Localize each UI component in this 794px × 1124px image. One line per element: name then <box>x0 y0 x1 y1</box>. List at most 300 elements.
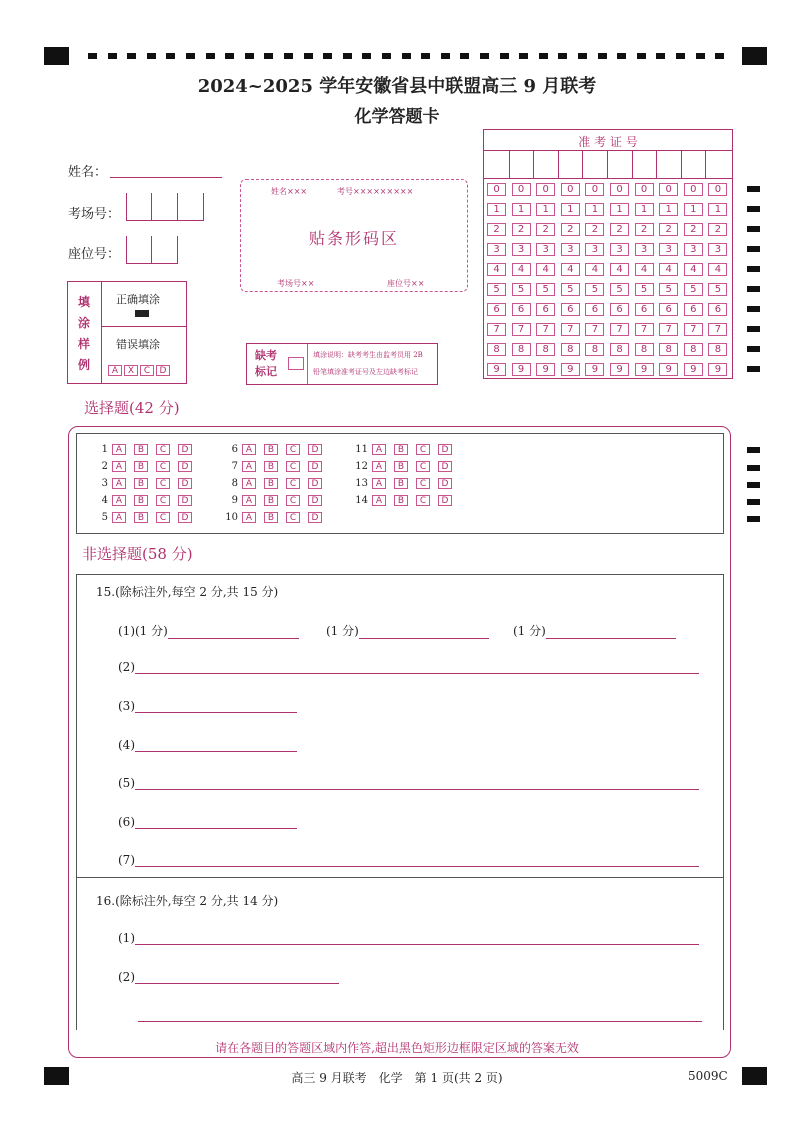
admission-digit-bubble[interactable]: 2 <box>635 223 654 236</box>
option-bubble-a[interactable]: A <box>372 461 386 472</box>
option-bubble-c[interactable]: C <box>286 461 300 472</box>
admission-digit-bubble[interactable]: 4 <box>659 263 678 276</box>
q16-extra-line[interactable] <box>138 1021 702 1022</box>
option-bubble-b[interactable]: B <box>134 495 148 506</box>
admission-digit-bubble[interactable]: 3 <box>708 243 727 256</box>
admission-digit-bubble[interactable]: 5 <box>536 283 555 296</box>
option-bubble-a[interactable]: A <box>242 495 256 506</box>
q16-header: 16.(除标注外,每空 2 分,共 14 分) <box>96 894 279 908</box>
admission-digit-bubble[interactable]: 7 <box>659 323 678 336</box>
choice-question-7 <box>224 461 330 472</box>
option-bubble-d[interactable]: D <box>308 478 322 489</box>
admission-digit-bubble[interactable]: 7 <box>561 323 580 336</box>
admission-digit-bubble[interactable]: 2 <box>512 223 531 236</box>
option-bubble-a[interactable]: A <box>242 444 256 455</box>
admission-digit-bubble[interactable]: 7 <box>635 323 654 336</box>
timing-mark <box>245 53 254 59</box>
question-number: 11 <box>355 444 368 455</box>
admission-digit-bubble[interactable]: 8 <box>659 343 678 356</box>
timing-mark <box>637 53 646 59</box>
timing-mark <box>166 53 175 59</box>
q15-p2-line[interactable] <box>135 661 699 674</box>
fill-sample-box <box>67 281 187 384</box>
option-bubble-b[interactable]: B <box>264 512 278 523</box>
admission-digit-bubble[interactable]: 0 <box>536 183 555 196</box>
admission-digit-bubble[interactable]: 0 <box>561 183 580 196</box>
option-bubble-d[interactable]: D <box>178 478 192 489</box>
timing-mark <box>747 266 760 272</box>
timing-mark <box>598 53 607 59</box>
q15-p1b-label: (1 分) <box>326 624 359 638</box>
q15-p4-line[interactable] <box>135 739 297 752</box>
admission-digit-bubble[interactable]: 5 <box>708 283 727 296</box>
wrong-mark-b: X <box>124 365 138 376</box>
q15-p1c-line[interactable] <box>546 626 676 639</box>
absent-label-2: 标记 <box>255 365 277 378</box>
timing-mark <box>617 53 626 59</box>
name-field[interactable] <box>110 177 222 178</box>
admission-digit-bubble[interactable]: 6 <box>659 303 678 316</box>
admission-write-cell-divider <box>656 150 657 178</box>
q15-p5-line[interactable] <box>135 777 699 790</box>
seat-label: 座位号： <box>68 247 121 262</box>
barcode-exam-no: 考号××××××××× <box>337 187 414 196</box>
timing-mark <box>206 53 215 59</box>
admission-write-cell-divider <box>582 150 583 178</box>
admission-digit-bubble[interactable]: 4 <box>561 263 580 276</box>
question-number: 5 <box>101 512 108 523</box>
timing-mark <box>676 53 685 59</box>
q15-p3-label: (3) <box>118 699 135 713</box>
admission-digit-bubble[interactable]: 7 <box>610 323 629 336</box>
admission-digit-bubble[interactable]: 2 <box>536 223 555 236</box>
admission-digit-bubble[interactable]: 8 <box>708 343 727 356</box>
admission-digit-bubble[interactable]: 0 <box>585 183 604 196</box>
admission-digit-bubble[interactable]: 9 <box>487 363 506 376</box>
option-bubble-b[interactable]: B <box>264 478 278 489</box>
option-bubble-b[interactable]: B <box>394 478 408 489</box>
q15-p6-line[interactable] <box>135 816 297 829</box>
option-bubble-c[interactable]: C <box>286 444 300 455</box>
timing-mark <box>382 53 391 59</box>
admission-digit-bubble[interactable]: 6 <box>684 303 703 316</box>
choice-question-8 <box>224 478 330 489</box>
admission-digit-bubble[interactable]: 4 <box>487 263 506 276</box>
q15-p1c-label: (1 分) <box>513 624 546 638</box>
admission-digit-bubble[interactable]: 2 <box>561 223 580 236</box>
timing-mark <box>747 286 760 292</box>
option-bubble-d[interactable]: D <box>178 461 192 472</box>
admission-write-cell-divider <box>607 150 608 178</box>
choice-question-5 <box>94 512 200 523</box>
timing-mark <box>747 499 760 505</box>
timing-mark <box>747 516 760 522</box>
timing-mark <box>519 53 528 59</box>
option-bubble-a[interactable]: A <box>372 444 386 455</box>
choice-question-2 <box>94 461 200 472</box>
admission-digit-bubble[interactable]: 5 <box>659 283 678 296</box>
option-bubble-d[interactable]: D <box>178 512 192 523</box>
option-bubble-c[interactable]: C <box>286 478 300 489</box>
admission-digit-bubble[interactable]: 8 <box>487 343 506 356</box>
q15-p7-label: (7) <box>118 853 135 867</box>
q16-p2-label: (2) <box>118 970 135 984</box>
timing-mark <box>747 465 760 471</box>
admission-digit-bubble[interactable]: 7 <box>684 323 703 336</box>
timing-mark <box>127 53 136 59</box>
admission-digit-bubble[interactable]: 6 <box>561 303 580 316</box>
barcode-name: 姓名××× <box>271 187 308 196</box>
q15-p1b-line[interactable] <box>359 626 489 639</box>
admission-digit-bubble[interactable]: 6 <box>585 303 604 316</box>
page-title: 2024~2025 学年安徽省县中联盟高三 9 月联考 <box>197 76 597 97</box>
admission-digit-bubble[interactable]: 1 <box>536 203 555 216</box>
admission-digit-bubble[interactable]: 1 <box>684 203 703 216</box>
timing-mark <box>441 53 450 59</box>
admission-digit-bubble[interactable]: 4 <box>684 263 703 276</box>
option-bubble-c[interactable]: C <box>156 512 170 523</box>
option-bubble-a[interactable]: A <box>112 461 126 472</box>
option-bubble-a[interactable]: A <box>242 461 256 472</box>
question-number: 6 <box>231 444 238 455</box>
option-bubble-a[interactable]: A <box>112 512 126 523</box>
barcode-area[interactable] <box>240 179 468 292</box>
q15-p7-line[interactable] <box>135 854 699 867</box>
timing-mark <box>747 482 760 488</box>
admission-digit-bubble[interactable]: 9 <box>561 363 580 376</box>
q15-p3-line[interactable] <box>135 700 297 713</box>
sample-side-3: 样 <box>78 337 91 351</box>
timing-mark <box>558 53 567 59</box>
choice-question-13 <box>354 478 460 489</box>
q16-p1-label: (1) <box>118 931 135 945</box>
admission-digit-bubble[interactable]: 3 <box>635 243 654 256</box>
admission-digit-bubble[interactable]: 8 <box>585 343 604 356</box>
timing-mark <box>264 53 273 59</box>
option-bubble-b[interactable]: B <box>394 444 408 455</box>
admission-digit-bubble[interactable]: 1 <box>561 203 580 216</box>
admission-digit-bubble[interactable]: 9 <box>635 363 654 376</box>
admission-digit-bubble[interactable]: 1 <box>610 203 629 216</box>
question-number: 1 <box>101 444 108 455</box>
admission-digit-bubble[interactable]: 0 <box>708 183 727 196</box>
option-bubble-c[interactable]: C <box>416 478 430 489</box>
admission-digit-bubble[interactable]: 1 <box>585 203 604 216</box>
admission-digit-bubble[interactable]: 5 <box>684 283 703 296</box>
option-bubble-b[interactable]: B <box>264 461 278 472</box>
timing-mark <box>284 53 293 59</box>
admission-digit-bubble[interactable]: 0 <box>512 183 531 196</box>
admission-digit-bubble[interactable]: 7 <box>585 323 604 336</box>
option-bubble-b[interactable]: B <box>264 444 278 455</box>
option-bubble-d[interactable]: D <box>438 495 452 506</box>
admission-digit-bubble[interactable]: 3 <box>659 243 678 256</box>
admission-write-cell-divider <box>632 150 633 178</box>
timing-mark <box>480 53 489 59</box>
option-bubble-c[interactable]: C <box>156 495 170 506</box>
choice-question-6 <box>224 444 330 455</box>
admission-digit-bubble[interactable]: 0 <box>635 183 654 196</box>
admission-digit-bubble[interactable]: 4 <box>585 263 604 276</box>
timing-mark <box>225 53 234 59</box>
seat-field[interactable] <box>126 236 178 264</box>
admission-digit-bubble[interactable]: 6 <box>512 303 531 316</box>
admission-digit-bubble[interactable]: 9 <box>659 363 678 376</box>
question-number: 3 <box>101 478 108 489</box>
barcode-room: 考场号×× <box>277 279 315 288</box>
admission-digit-bubble[interactable]: 6 <box>708 303 727 316</box>
question-number: 2 <box>101 461 108 472</box>
timing-mark <box>147 53 156 59</box>
choice-question-12 <box>354 461 460 472</box>
timing-mark <box>460 53 469 59</box>
option-bubble-b[interactable]: B <box>134 461 148 472</box>
timing-mark <box>88 53 97 59</box>
admission-digit-bubble[interactable]: 3 <box>684 243 703 256</box>
wrong-fill-label: 错误填涂 <box>116 338 160 351</box>
q15-p1a-label: (1)(1 分) <box>118 624 168 638</box>
admission-digit-bubble[interactable]: 0 <box>659 183 678 196</box>
admission-digit-bubble[interactable]: 2 <box>684 223 703 236</box>
footer-code: 5009C <box>688 1069 728 1083</box>
question-number: 12 <box>355 461 368 472</box>
question-number: 13 <box>355 478 368 489</box>
q15-header: 15.(除标注外,每空 2 分,共 15 分) <box>96 585 279 599</box>
admission-digit-bubble[interactable]: 7 <box>708 323 727 336</box>
option-bubble-c[interactable]: C <box>156 461 170 472</box>
option-bubble-d[interactable]: D <box>438 444 452 455</box>
answer-notice: 请在各题目的答题区域内作答,超出黑色矩形边框限定区域的答案无效 <box>215 1041 579 1055</box>
option-bubble-a[interactable]: A <box>112 478 126 489</box>
room-label: 考场号： <box>68 207 121 222</box>
option-bubble-d[interactable]: D <box>178 444 192 455</box>
timing-mark <box>500 53 509 59</box>
admission-digit-bubble[interactable]: 3 <box>536 243 555 256</box>
admission-digit-bubble[interactable]: 4 <box>536 263 555 276</box>
admission-digit-bubble[interactable]: 0 <box>610 183 629 196</box>
timing-mark <box>304 53 313 59</box>
admission-digit-bubble[interactable]: 3 <box>512 243 531 256</box>
timing-mark <box>362 53 371 59</box>
timing-mark <box>747 326 760 332</box>
q15-p1a-line[interactable] <box>168 626 299 639</box>
corner-mark-top-left <box>44 47 69 65</box>
q15-p2-label: (2) <box>118 660 135 674</box>
option-bubble-d[interactable]: D <box>308 495 322 506</box>
timing-mark <box>578 53 587 59</box>
admission-digit-bubble[interactable]: 2 <box>708 223 727 236</box>
admission-digit-bubble[interactable]: 5 <box>635 283 654 296</box>
choice-question-9 <box>224 495 330 506</box>
timing-mark <box>715 53 724 59</box>
admission-digit-bubble[interactable]: 3 <box>585 243 604 256</box>
admission-write-cell-divider <box>533 150 534 178</box>
option-bubble-c[interactable]: C <box>416 461 430 472</box>
admission-digit-bubble[interactable]: 1 <box>659 203 678 216</box>
admission-digit-bubble[interactable]: 2 <box>659 223 678 236</box>
nonchoice-section-title: 非选择题(58 分) <box>82 545 193 563</box>
admission-digit-bubble[interactable]: 0 <box>684 183 703 196</box>
admission-digit-bubble[interactable]: 9 <box>610 363 629 376</box>
admission-digit-bubble[interactable]: 9 <box>684 363 703 376</box>
timing-mark <box>696 53 705 59</box>
question-number: 10 <box>225 512 238 523</box>
admission-digit-bubble[interactable]: 4 <box>708 263 727 276</box>
option-bubble-b[interactable]: B <box>394 461 408 472</box>
timing-mark <box>656 53 665 59</box>
admission-digit-bubble[interactable]: 3 <box>561 243 580 256</box>
admission-write-cell-divider <box>558 150 559 178</box>
room-field[interactable] <box>126 193 204 221</box>
admission-digit-bubble[interactable]: 8 <box>684 343 703 356</box>
sample-side-2: 涂 <box>78 316 91 330</box>
admission-digit-bubble[interactable]: 7 <box>487 323 506 336</box>
admission-digit-bubble[interactable]: 3 <box>487 243 506 256</box>
option-bubble-b[interactable]: B <box>394 495 408 506</box>
admission-digit-bubble[interactable]: 8 <box>635 343 654 356</box>
choice-question-10 <box>224 512 330 523</box>
absent-mark-box <box>246 343 438 385</box>
admission-digit-bubble[interactable]: 6 <box>536 303 555 316</box>
sample-side-1: 填 <box>78 295 91 309</box>
absent-label-1: 缺考 <box>255 349 277 362</box>
timing-mark <box>747 186 760 192</box>
admission-digit-bubble[interactable]: 8 <box>610 343 629 356</box>
admission-digit-bubble[interactable]: 1 <box>512 203 531 216</box>
admission-digit-bubble[interactable]: 4 <box>610 263 629 276</box>
q15-p5-label: (5) <box>118 776 135 790</box>
absent-note-2: 铅笔填涂准考证号及左边缺考标记 <box>313 368 418 376</box>
timing-mark <box>747 366 760 372</box>
option-bubble-c[interactable]: C <box>416 495 430 506</box>
admission-digit-bubble[interactable]: 6 <box>487 303 506 316</box>
admission-digit-bubble[interactable]: 9 <box>708 363 727 376</box>
timing-mark <box>747 306 760 312</box>
wrong-mark-d: D <box>156 365 170 376</box>
option-bubble-b[interactable]: B <box>134 478 148 489</box>
admission-digit-bubble[interactable]: 1 <box>708 203 727 216</box>
wrong-mark-a: A <box>108 365 122 376</box>
q16-p1-line[interactable] <box>135 932 699 945</box>
absent-note-1: 填涂说明：缺考考生由监考员用 2B <box>313 351 423 359</box>
timing-mark <box>747 206 760 212</box>
absent-checkbox[interactable] <box>288 357 304 370</box>
admission-digit-bubble[interactable]: 8 <box>536 343 555 356</box>
option-bubble-d[interactable]: D <box>308 444 322 455</box>
option-bubble-a[interactable]: A <box>112 495 126 506</box>
admission-digit-bubble[interactable]: 2 <box>585 223 604 236</box>
admission-digit-bubble[interactable]: 6 <box>635 303 654 316</box>
admission-digit-bubble[interactable]: 5 <box>487 283 506 296</box>
admission-digit-bubble[interactable]: 5 <box>585 283 604 296</box>
admission-write-cell-divider <box>705 150 706 178</box>
timing-mark <box>108 53 117 59</box>
option-bubble-c[interactable]: C <box>416 444 430 455</box>
admission-digit-bubble[interactable]: 7 <box>536 323 555 336</box>
option-bubble-b[interactable]: B <box>134 444 148 455</box>
option-bubble-c[interactable]: C <box>286 512 300 523</box>
choice-question-3 <box>94 478 200 489</box>
name-label: 姓名： <box>68 165 108 180</box>
option-bubble-a[interactable]: A <box>112 444 126 455</box>
admission-title: 准 考 证 号 <box>578 135 638 149</box>
wrong-mark-c: C <box>140 365 154 376</box>
timing-mark <box>421 53 430 59</box>
choice-question-1 <box>94 444 200 455</box>
option-bubble-c[interactable]: C <box>286 495 300 506</box>
admission-write-cell-divider <box>681 150 682 178</box>
timing-mark <box>747 447 760 453</box>
option-bubble-a[interactable]: A <box>372 478 386 489</box>
admission-digit-bubble[interactable]: 0 <box>487 183 506 196</box>
admission-digit-bubble[interactable]: 5 <box>610 283 629 296</box>
option-bubble-d[interactable]: D <box>308 512 322 523</box>
admission-digit-bubble[interactable]: 6 <box>610 303 629 316</box>
admission-digit-bubble[interactable]: 9 <box>536 363 555 376</box>
option-bubble-d[interactable]: D <box>438 478 452 489</box>
option-bubble-a[interactable]: A <box>372 495 386 506</box>
admission-write-cell-divider <box>509 150 510 178</box>
admission-digit-bubble[interactable]: 2 <box>610 223 629 236</box>
option-bubble-b[interactable]: B <box>264 495 278 506</box>
correct-fill-label: 正确填涂 <box>116 293 160 306</box>
admission-digit-bubble[interactable]: 9 <box>585 363 604 376</box>
admission-digit-bubble[interactable]: 4 <box>635 263 654 276</box>
admission-digit-bubble[interactable]: 4 <box>512 263 531 276</box>
correct-fill-mark <box>135 310 149 317</box>
q16-p2-line[interactable] <box>135 971 339 984</box>
timing-mark <box>323 53 332 59</box>
timing-mark <box>539 53 548 59</box>
option-bubble-a[interactable]: A <box>242 478 256 489</box>
option-bubble-d[interactable]: D <box>178 495 192 506</box>
question-number: 9 <box>231 495 238 506</box>
choice-question-14 <box>354 495 460 506</box>
option-bubble-a[interactable]: A <box>242 512 256 523</box>
admission-digit-bubble[interactable]: 7 <box>512 323 531 336</box>
timing-mark <box>186 53 195 59</box>
admission-digit-bubble[interactable]: 2 <box>487 223 506 236</box>
choice-question-4 <box>94 495 200 506</box>
sample-side-4: 例 <box>78 358 91 372</box>
option-bubble-d[interactable]: D <box>438 461 452 472</box>
option-bubble-c[interactable]: C <box>156 444 170 455</box>
admission-digit-bubble[interactable]: 1 <box>487 203 506 216</box>
timing-mark <box>747 346 760 352</box>
question-number: 7 <box>231 461 238 472</box>
option-bubble-d[interactable]: D <box>308 461 322 472</box>
question-number: 4 <box>101 495 108 506</box>
option-bubble-c[interactable]: C <box>156 478 170 489</box>
admission-digit-bubble[interactable]: 1 <box>635 203 654 216</box>
choice-question-11 <box>354 444 460 455</box>
admission-digit-bubble[interactable]: 5 <box>512 283 531 296</box>
admission-digit-bubble[interactable]: 5 <box>561 283 580 296</box>
timing-mark <box>343 53 352 59</box>
barcode-seat: 座位号×× <box>387 279 425 288</box>
question-number: 8 <box>231 478 238 489</box>
barcode-title: 贴条形码区 <box>308 229 399 248</box>
question-number: 14 <box>355 495 368 506</box>
choice-section-title: 选择题(42 分) <box>84 399 180 417</box>
corner-mark-top-right <box>742 47 767 65</box>
timing-mark <box>747 246 760 252</box>
admission-digit-bubble[interactable]: 3 <box>610 243 629 256</box>
admission-digit-bubble[interactable]: 8 <box>561 343 580 356</box>
admission-digit-bubble[interactable]: 9 <box>512 363 531 376</box>
option-bubble-b[interactable]: B <box>134 512 148 523</box>
admission-digit-bubble[interactable]: 8 <box>512 343 531 356</box>
